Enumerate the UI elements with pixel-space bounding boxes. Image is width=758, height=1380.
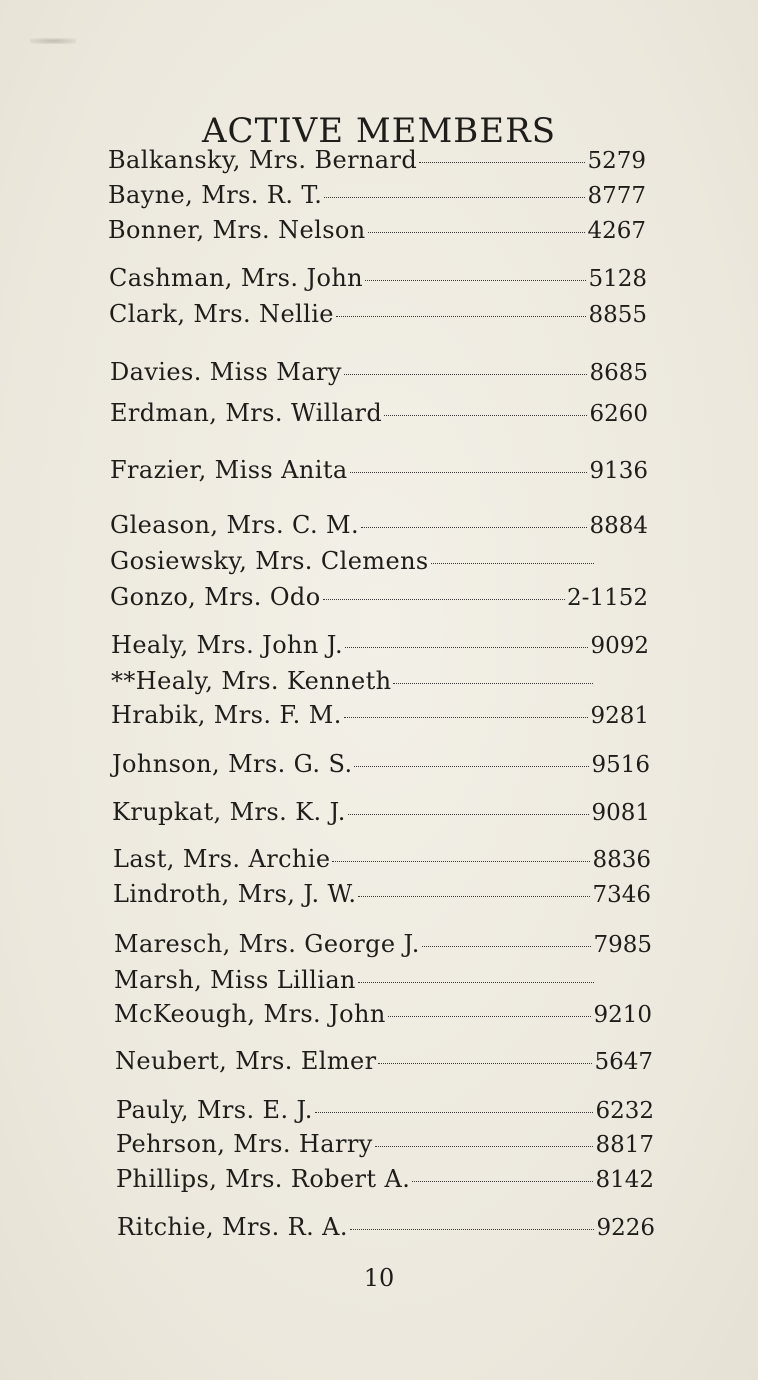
member-name: Last, Mrs. Archie [113,845,331,873]
member-name: Pehrson, Mrs. Harry [116,1130,373,1158]
dot-leader [345,647,588,648]
member-entry [114,963,596,997]
page-title: ACTIVE MEMBERS [202,110,556,151]
member-entry [110,453,648,487]
member-name: Krupkat, Mrs. K. J. [112,798,346,826]
dot-leader [350,1229,595,1230]
member-name: Lindroth, Mrs, J. W. [113,880,357,908]
dot-leader [336,316,587,317]
member-entry [110,396,648,430]
phone-number: 4267 [587,218,646,244]
member-name: Neubert, Mrs. Elmer [115,1047,377,1075]
phone-number: 9092 [590,633,649,659]
dot-leader [332,861,590,862]
phone-number: 6260 [589,401,648,427]
phone-number: 8836 [592,847,651,873]
dot-leader [323,599,566,600]
member-entry [109,297,647,331]
phone-number: 5128 [588,266,647,292]
page-number: 10 [363,1264,395,1292]
dot-leader [354,766,589,767]
phone-number: 9281 [590,703,649,729]
phone-number: 9210 [593,1002,652,1028]
member-name: Davies. Miss Mary [110,358,342,386]
member-entry [117,1210,655,1244]
phone-number: 9136 [589,458,648,484]
member-name: Frazier, Miss Anita [110,456,348,484]
phone-number: 7985 [593,932,652,958]
member-entry [114,927,652,961]
phone-number: 5279 [587,148,646,174]
phone-number: 8817 [595,1132,654,1158]
member-name: Bonner, Mrs. Nelson [108,216,366,244]
dot-leader [358,982,594,983]
dot-leader [348,814,590,815]
member-entry [110,355,648,389]
phone-number: 8855 [588,302,647,328]
member-entry [116,1093,654,1127]
dot-leader [344,717,589,718]
dot-leader [412,1181,593,1182]
phone-number: 8884 [589,513,648,539]
member-name: Pauly, Mrs. E. J. [116,1096,313,1124]
member-name: Cashman, Mrs. John [109,264,364,292]
member-name: McKeough, Mrs. John [114,1000,386,1028]
member-entry [113,877,651,911]
member-name: Ritchie, Mrs. R. A. [117,1213,348,1241]
member-entry [116,1127,654,1161]
member-name: Gonzo, Mrs. Odo [110,583,321,611]
phone-number: 9516 [591,752,650,778]
phone-number: 2-1152 [567,585,648,611]
member-entry [111,628,649,662]
dot-leader [375,1146,594,1147]
dot-leader [315,1112,594,1113]
phone-number: 7346 [592,882,651,908]
member-name: Phillips, Mrs. Robert A. [116,1165,411,1193]
member-entry [108,143,646,177]
member-entry [108,213,646,247]
member-name: Erdman, Mrs. Willard [110,399,383,427]
member-name: Johnson, Mrs. G. S. [112,750,353,778]
member-entry [113,842,651,876]
dot-leader [365,280,586,281]
dot-leader [368,232,586,233]
member-entry [112,795,650,829]
phone-number: 6232 [595,1098,654,1124]
dot-leader [422,946,592,947]
dot-leader [324,197,585,198]
member-entry [110,580,648,614]
member-name: Balkansky, Mrs. Bernard [108,146,418,174]
dot-leader [358,896,590,897]
dot-leader [344,374,588,375]
member-entry [115,1044,653,1078]
member-entry [110,544,596,578]
member-name: Maresch, Mrs. George J. [114,930,420,958]
dot-leader [388,1016,592,1017]
member-entry [108,178,646,212]
member-name: **Healy, Mrs. Kenneth [111,667,392,695]
member-name: Clark, Mrs. Nellie [109,300,334,328]
dot-leader [361,527,587,528]
member-entry [116,1162,654,1196]
member-name: Hrabik, Mrs. F. M. [111,701,342,729]
member-entry [112,747,650,781]
phone-number: 8685 [589,360,648,386]
member-name: Gosiewsky, Mrs. Clemens [110,547,429,575]
dot-leader [378,1063,592,1064]
phone-number: 8142 [595,1167,654,1193]
member-entry [110,508,648,542]
member-name: Gleason, Mrs. C. M. [110,511,360,539]
phone-number: 9081 [591,800,650,826]
member-entry [111,698,649,732]
phone-number: 8777 [587,183,646,209]
dot-leader [350,472,588,473]
member-name: Healy, Mrs. John J. [111,631,343,659]
member-entry [109,261,647,295]
phone-number: 5647 [594,1049,653,1075]
dot-leader [431,563,594,564]
dot-leader [419,162,585,163]
paper-smudge [30,38,76,44]
member-name: Bayne, Mrs. R. T. [108,181,323,209]
dot-leader [384,415,587,416]
member-entry [111,664,595,698]
member-entry [114,997,652,1031]
member-name: Marsh, Miss Lillian [114,966,356,994]
phone-number: 9226 [596,1215,655,1241]
dot-leader [393,683,593,684]
